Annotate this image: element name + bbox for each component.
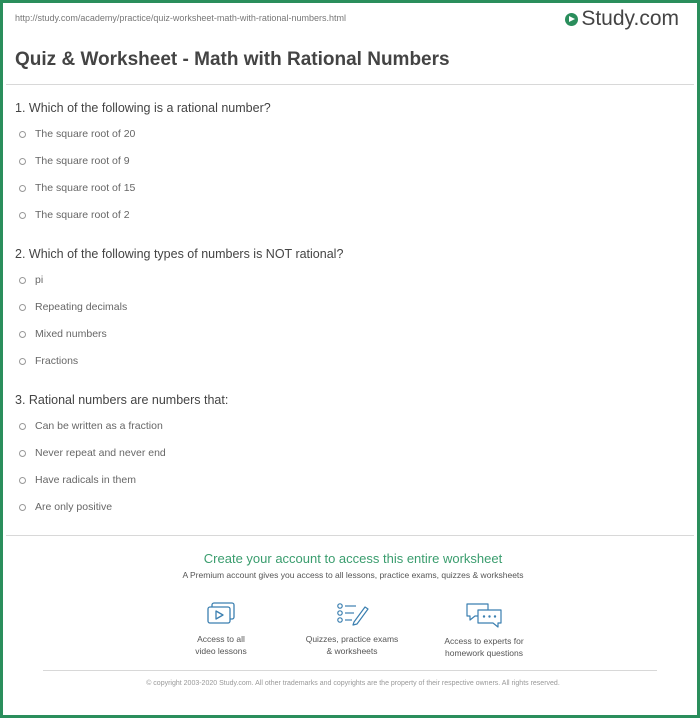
study-logo[interactable]: [565, 7, 679, 31]
feature-experts: [409, 601, 559, 659]
answer-label: pi: [35, 274, 44, 286]
answer-option[interactable]: [19, 328, 107, 340]
radio-button[interactable]: [19, 277, 26, 284]
radio-button[interactable]: [19, 477, 26, 484]
radio-button[interactable]: [19, 131, 26, 138]
answer-option[interactable]: [19, 301, 127, 313]
question-2: 2. Which of the following types of numbers is NOT rational?: [15, 247, 344, 261]
feature-label: Access to experts for homework questions: [444, 636, 524, 658]
answer-label: The square root of 2: [35, 209, 130, 221]
answer-option[interactable]: [19, 501, 112, 513]
radio-button[interactable]: [19, 185, 26, 192]
answer-label: The square root of 20: [35, 128, 136, 140]
answer-label: The square root of 15: [35, 182, 136, 194]
answer-option[interactable]: [19, 420, 163, 432]
radio-button[interactable]: [19, 158, 26, 165]
answer-label: Repeating decimals: [35, 301, 128, 313]
radio-button[interactable]: [19, 331, 26, 338]
radio-button[interactable]: [19, 358, 26, 365]
feature-label: Access to all video lessons: [195, 634, 247, 656]
answer-option[interactable]: [19, 155, 130, 167]
logo-text: Study.com: [581, 7, 679, 30]
divider: [6, 535, 694, 536]
radio-button[interactable]: [19, 504, 26, 511]
radio-button[interactable]: [19, 212, 26, 219]
answer-label: Never repeat and never end: [35, 447, 166, 459]
answer-option[interactable]: [19, 447, 166, 459]
question-3: 3. Rational numbers are numbers that:: [15, 393, 229, 407]
answer-label: Are only positive: [35, 501, 113, 513]
divider: [43, 670, 657, 671]
question-1: 1. Which of the following is a rational number?: [15, 101, 271, 115]
divider: [6, 84, 694, 85]
answer-option[interactable]: [19, 355, 78, 367]
radio-button[interactable]: [19, 304, 26, 311]
answer-option[interactable]: [19, 274, 43, 286]
play-logo-icon: [565, 13, 578, 26]
radio-button[interactable]: [19, 450, 26, 457]
premium-description: A Premium account gives you access to all lessons, practice exams, quizzes & worksheets: [182, 570, 524, 580]
quiz-list-icon: [334, 601, 370, 627]
answer-label: Mixed numbers: [35, 328, 107, 340]
answer-option[interactable]: [19, 209, 130, 221]
answer-label: Have radicals in them: [35, 474, 136, 486]
answer-option[interactable]: [19, 128, 135, 140]
feature-video-lessons: [146, 601, 296, 657]
page-title: Quiz & Worksheet - Math with Rational Numbers: [15, 49, 450, 70]
video-icon: [205, 601, 237, 627]
answer-label: Can be written as a fraction: [35, 420, 163, 432]
answer-label: Fractions: [35, 355, 79, 367]
page-url: http://study.com/academy/practice/quiz-worksheet-math-with-rational-numbers.html: [15, 13, 346, 23]
answer-label: The square root of 9: [35, 155, 130, 167]
radio-button[interactable]: [19, 423, 26, 430]
answer-option[interactable]: [19, 474, 136, 486]
feature-label: Quizzes, practice exams & worksheets: [305, 634, 399, 656]
copyright-notice: © copyright 2003-2020 Study.com. All other trademarks and copyrights are the property of their respective owners. All rights reserved.: [146, 680, 560, 687]
feature-quizzes: [277, 601, 427, 657]
create-account-link[interactable]: Create your account to access this entire worksheet: [203, 551, 503, 566]
chat-bubbles-icon: [464, 601, 504, 629]
answer-option[interactable]: [19, 182, 135, 194]
